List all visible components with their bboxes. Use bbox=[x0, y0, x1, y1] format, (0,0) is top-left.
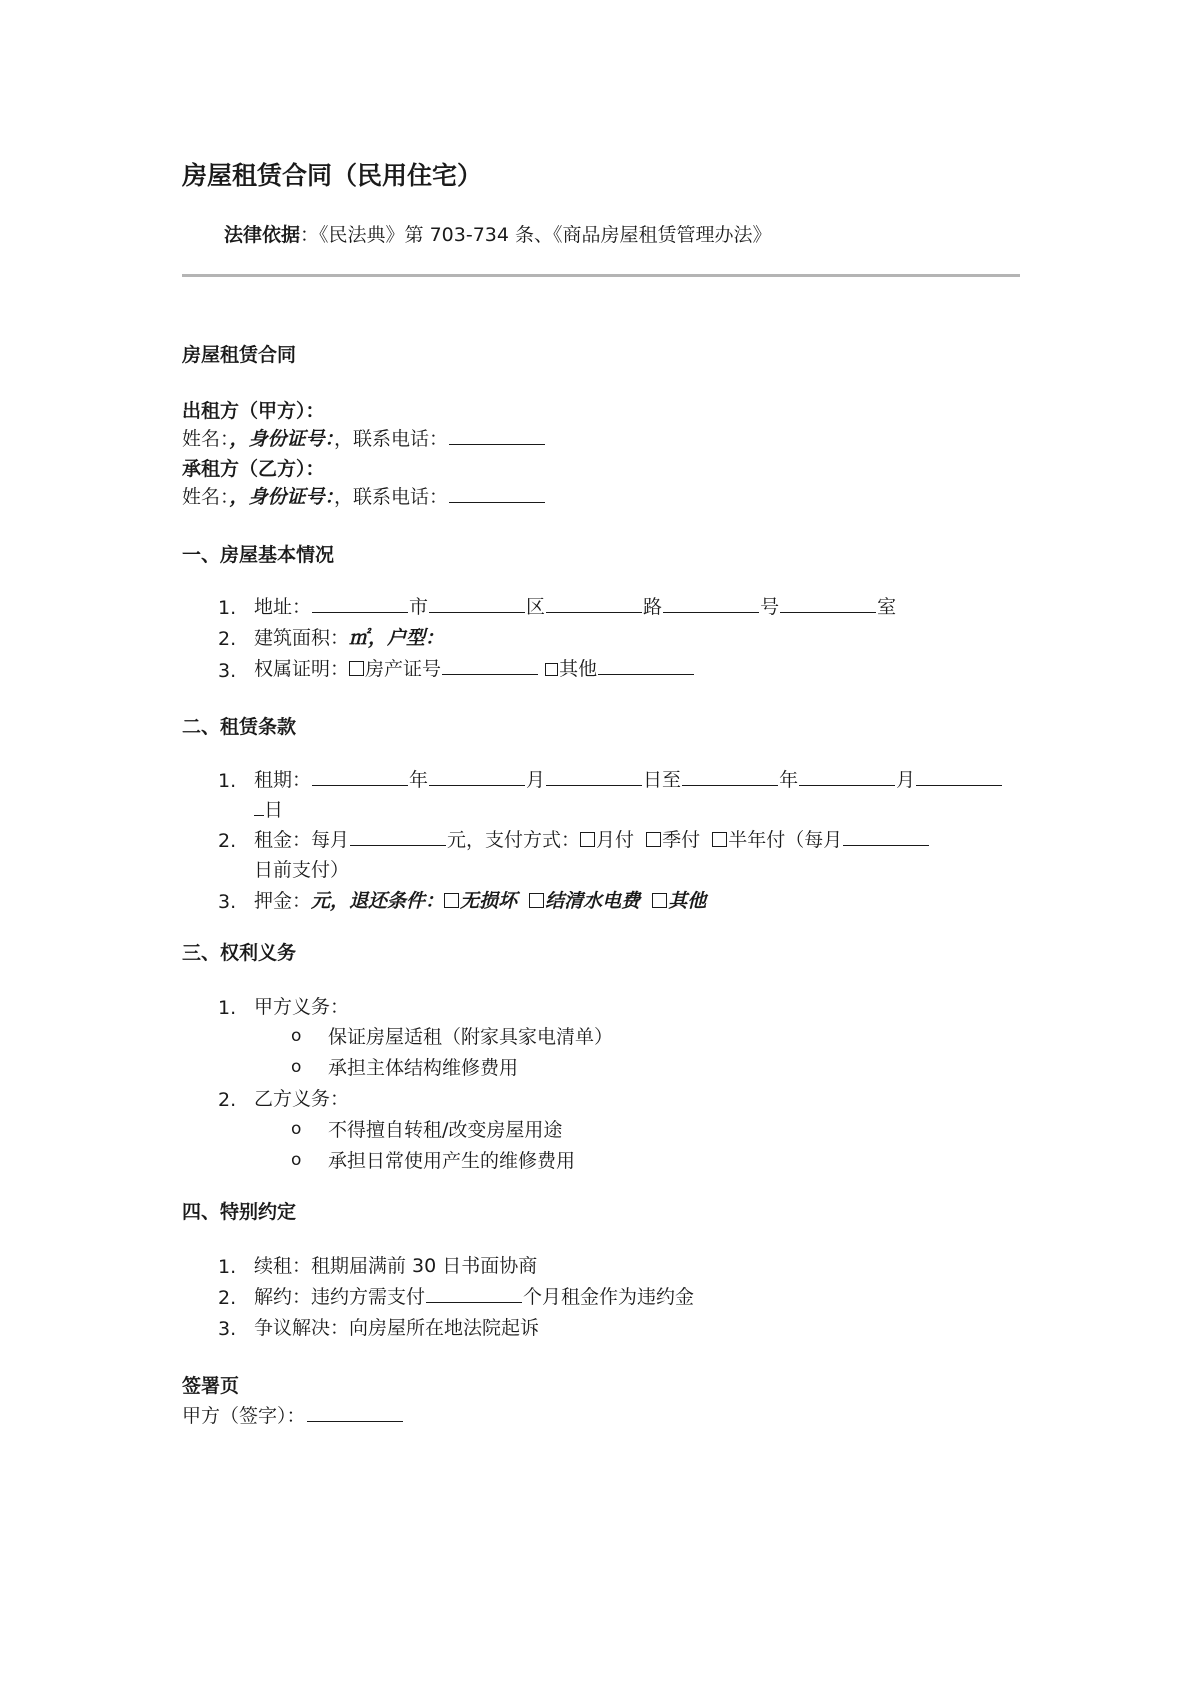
party-b-info: 姓名：，身份证号：，联系电话： bbox=[182, 482, 546, 513]
bullet-icon: o bbox=[291, 1057, 302, 1077]
section-3-heading: 三、权利义务 bbox=[182, 942, 297, 964]
term-item: 租期： 年 月 日至 年 月 bbox=[254, 765, 1003, 796]
bullet-icon: o bbox=[291, 1026, 302, 1046]
list-item: 承担日常使用产生的维修费用 bbox=[328, 1150, 576, 1172]
party-a-info: 姓名：，身份证号：，联系电话： bbox=[182, 424, 546, 455]
divider bbox=[182, 274, 1020, 277]
party-a-heading: 出租方（甲方）： bbox=[182, 400, 325, 422]
dispute-item: 争议解决：向房屋所在地法院起诉 bbox=[254, 1317, 540, 1339]
rent-item: 租金：每月 元，支付方式： 月付 季付 半年付（每月 bbox=[254, 825, 930, 856]
checkbox-icon[interactable] bbox=[646, 832, 661, 847]
signature-blank[interactable] bbox=[307, 1403, 403, 1422]
party-b-phone-blank[interactable] bbox=[449, 484, 545, 503]
party-b-duties: 乙方义务： bbox=[254, 1088, 350, 1110]
renewal-item: 续租：租期届满前 30 日书面协商 bbox=[254, 1255, 538, 1277]
party-a-signature: 甲方（签字）： bbox=[182, 1401, 404, 1432]
legal-basis-text: 《民法典》第 703-734 条、《商品房屋租赁管理办法》 bbox=[319, 224, 772, 246]
checkbox-icon[interactable] bbox=[652, 893, 667, 908]
checkbox-icon[interactable] bbox=[529, 893, 544, 908]
ownership-item: 权属证明： 房产证号 其他 bbox=[254, 654, 695, 685]
legal-basis-label: 法律依据 bbox=[224, 224, 301, 246]
checkbox-icon[interactable] bbox=[349, 661, 364, 676]
address-item: 地址： 市 区 路 号 室 bbox=[254, 596, 897, 618]
deposit-item: 押金：元，退还条件： 无损坏 结清水电费 其他 bbox=[254, 890, 707, 912]
checkbox-icon[interactable] bbox=[444, 893, 459, 908]
signature-heading: 签署页 bbox=[182, 1375, 240, 1397]
checkbox-icon[interactable] bbox=[712, 832, 727, 847]
list-item: 承担主体结构维修费用 bbox=[328, 1057, 519, 1079]
area-item: 建筑面积：㎡，户型： bbox=[254, 627, 445, 649]
party-b-heading: 承租方（乙方）： bbox=[182, 458, 325, 480]
section-1-heading: 一、房屋基本情况 bbox=[182, 544, 335, 566]
document-title: 房屋租赁合同（民用住宅） bbox=[182, 161, 483, 190]
checkbox-icon[interactable] bbox=[580, 832, 595, 847]
section-2-heading: 二、租赁条款 bbox=[182, 716, 297, 738]
list-item: 不得擅自转租/改变房屋用途 bbox=[328, 1119, 563, 1141]
party-a-phone-blank[interactable] bbox=[449, 426, 545, 445]
legal-basis: 法律依据：《民法典》第 703-734 条、《商品房屋租赁管理办法》 bbox=[224, 224, 772, 246]
bullet-icon: o bbox=[291, 1150, 302, 1170]
list-item: 保证房屋适租（附家具家电清单） bbox=[328, 1026, 614, 1048]
termination-item: 解约：违约方需支付 个月租金作为违约金 bbox=[254, 1286, 695, 1308]
bullet-icon: o bbox=[291, 1119, 302, 1139]
checkbox-icon[interactable] bbox=[545, 663, 558, 676]
contract-heading: 房屋租赁合同 bbox=[182, 344, 297, 366]
party-a-duties: 甲方义务： bbox=[254, 996, 350, 1018]
section-4-heading: 四、特别约定 bbox=[182, 1201, 297, 1223]
